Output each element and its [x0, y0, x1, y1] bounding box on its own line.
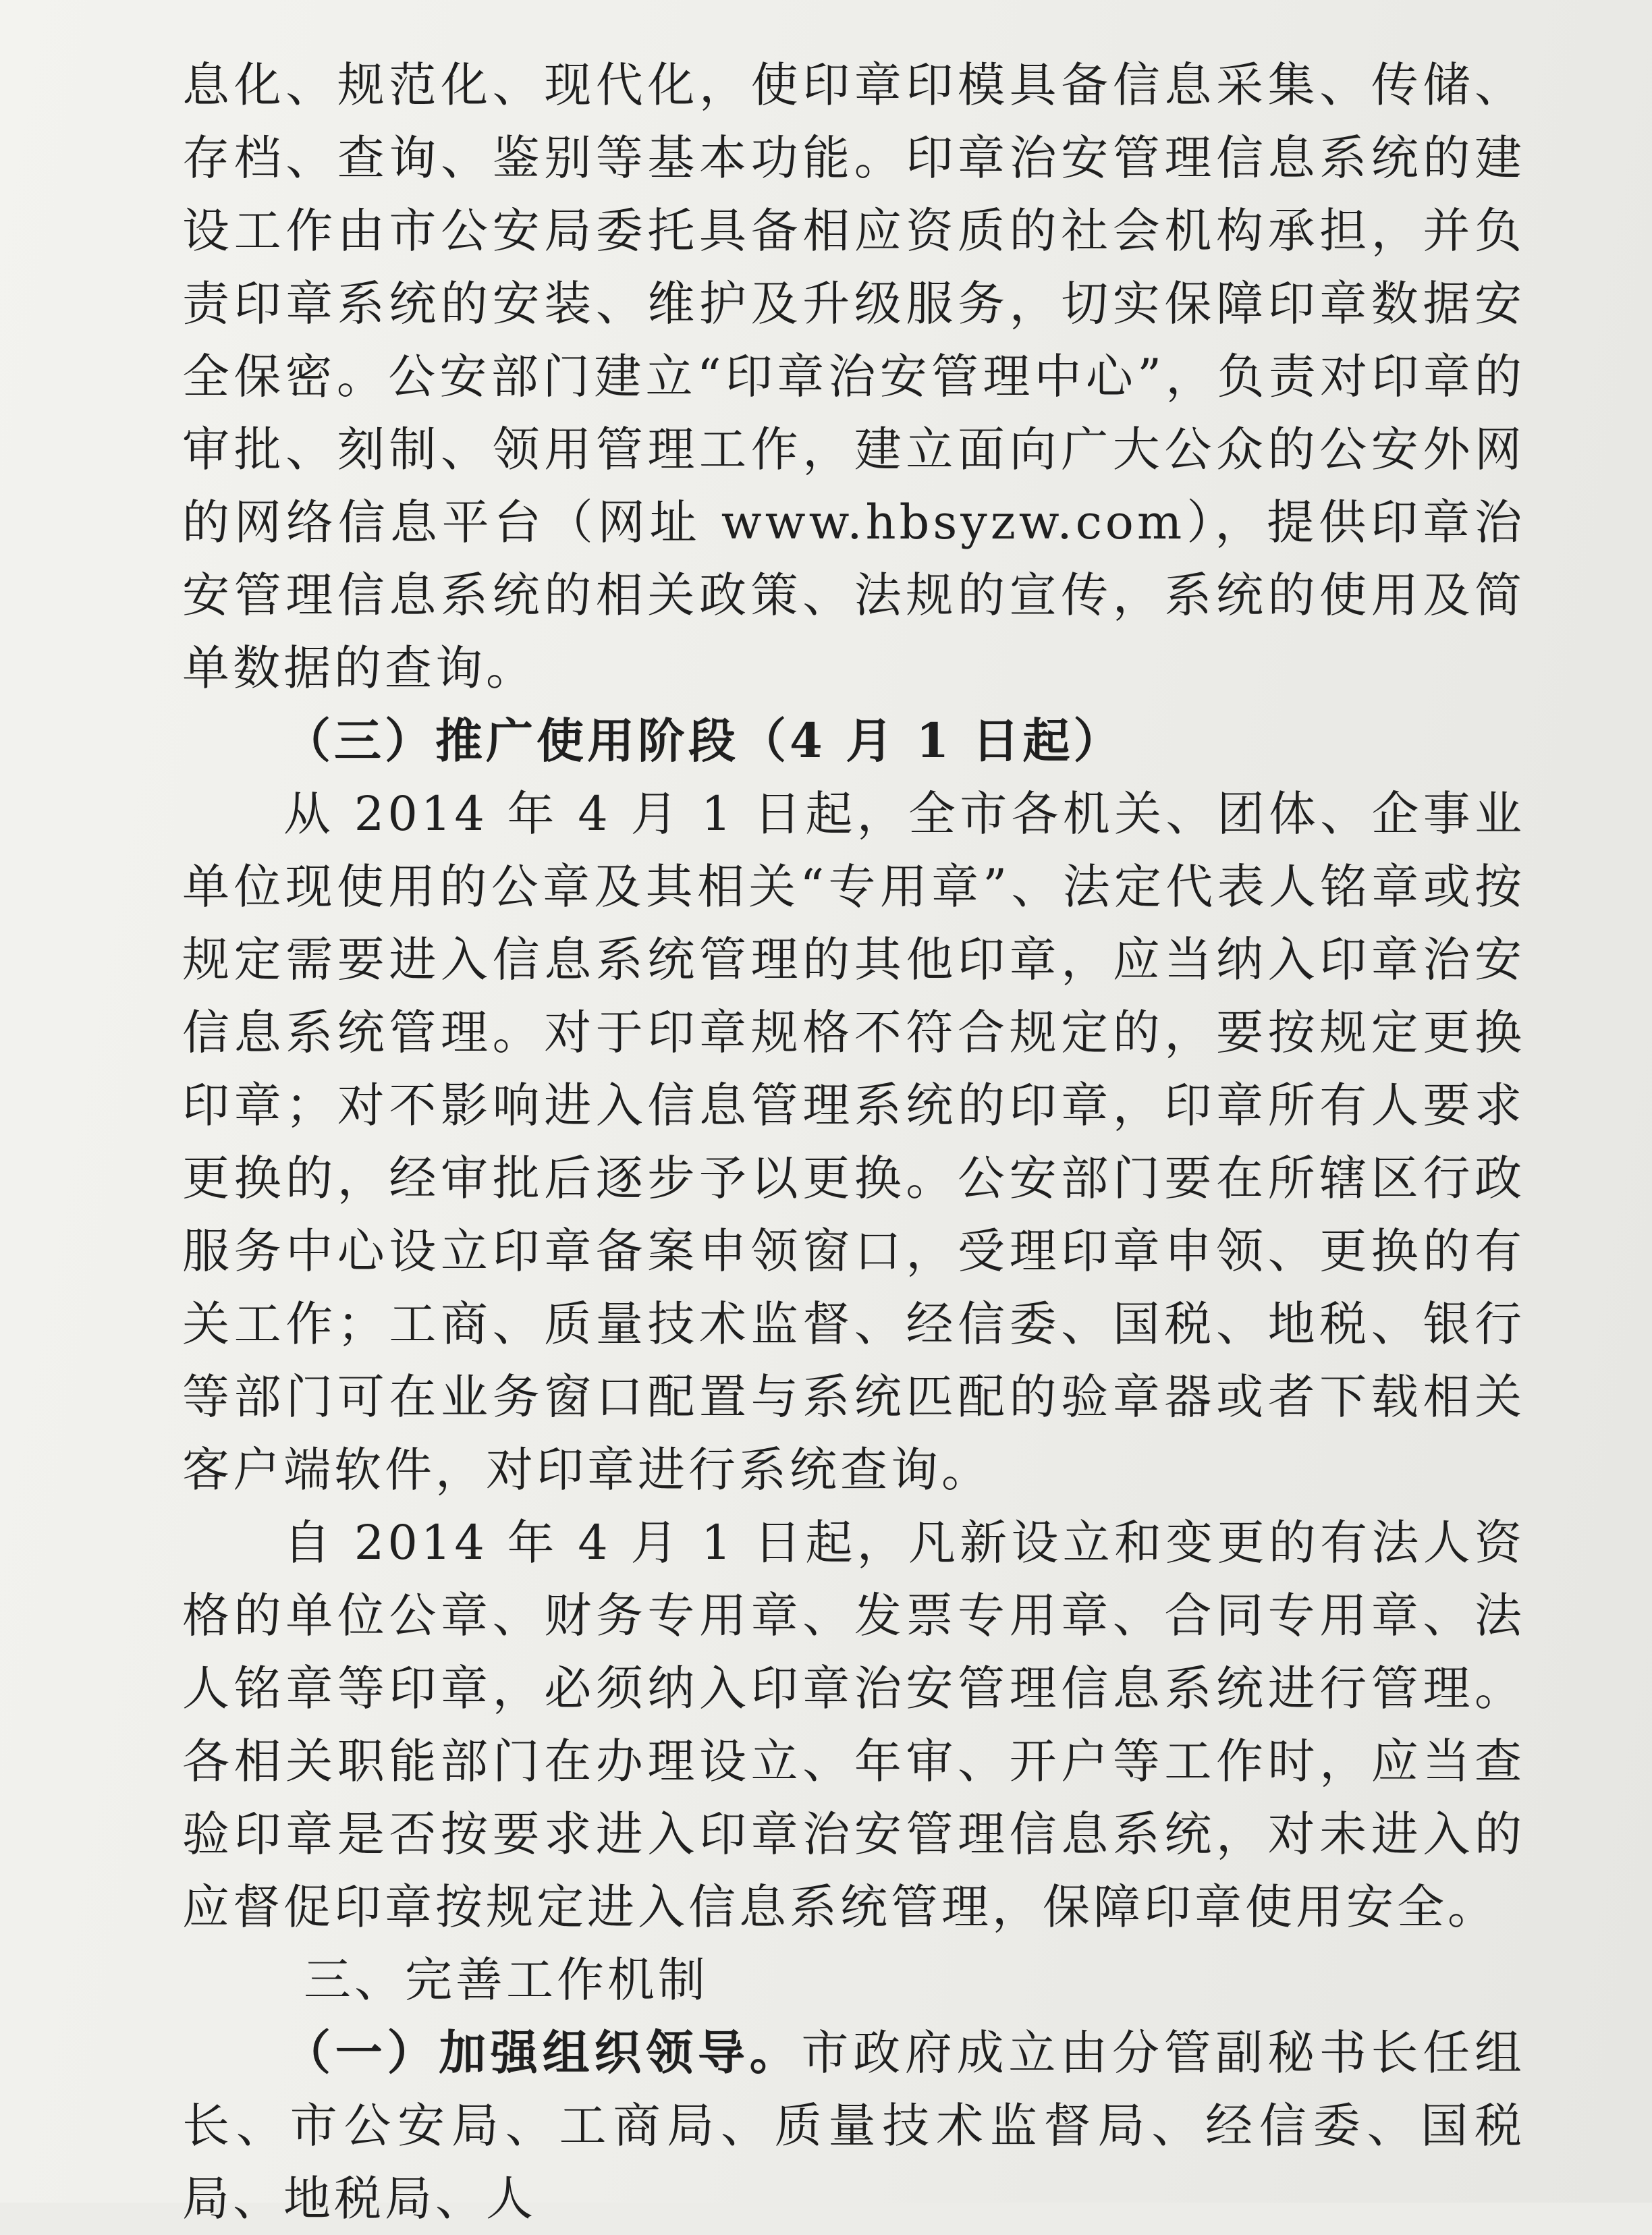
organization-text: 市政府成立由分管副秘书长任组长、市公安局、工商局、质量技术监督局、经信委、国税局、地税局、人	[182, 2025, 1525, 2226]
heading-work-mechanism: 三、完善工作机制	[304, 1952, 709, 2008]
organization-lead: （一）加强组织领导。	[283, 2024, 802, 2080]
heading-promotion-stage: （三）推广使用阶段（4 月 1 日起）	[283, 713, 1124, 769]
paragraph-organization	[182, 2016, 1525, 2235]
document-body	[182, 49, 1525, 2235]
paragraph-new-seals: 自 2014 年 4 月 1 日起，凡新设立和变更的有法人资格的单位公章、财务专用章、发票专用章、合同专用章、法人铭章等印章，必须纳入印章治安管理信息系统进行管理。各相关职能部门在办理设立、年审、开户等工作时，应当查验印章是否按要求进入印章治安管理信息系统，对未进入的应督促印章按规定进入信息系统管理，保障印章使用安全。	[182, 1515, 1525, 1935]
paragraph-intro: 息化、规范化、现代化，使印章印模具备信息采集、传储、存档、查询、鉴别等基本功能。印章治安管理信息系统的建设工作由市公安局委托具备相应资质的社会机构承担，并负责印章系统的安装、维护及升级服务，切实保障印章数据安全保密。公安部门建立“印章治安管理中心”，负责对印章的审批、刻制、领用管理工作，建立面向广大公众的公安外网的网络信息平台（网址 www.hbsyzw.com），提供印章治安管理信息系统的相关政策、法规的宣传，系统的使用及简单数据的查询。	[182, 57, 1525, 696]
paragraph-promotion-details: 从 2014 年 4 月 1 日起，全市各机关、团体、企事业单位现使用的公章及其相关“专用章”、法定代表人铭章或按规定需要进入信息系统管理的其他印章，应当纳入印章治安信息系统管理。对于印章规格不符合规定的，要按规定更换印章；对不影响进入信息管理系统的印章，印章所有人要求更换的，经审批后逐步予以更换。公安部门要在所辖区行政服务中心设立印章备案申领窗口，受理印章申领、更换的有关工作；工商、质量技术监督、经信委、国税、地税、银行等部门可在业务窗口配置与系统匹配的验章器或者下载相关客户端软件，对印章进行系统查询。	[182, 786, 1525, 1497]
